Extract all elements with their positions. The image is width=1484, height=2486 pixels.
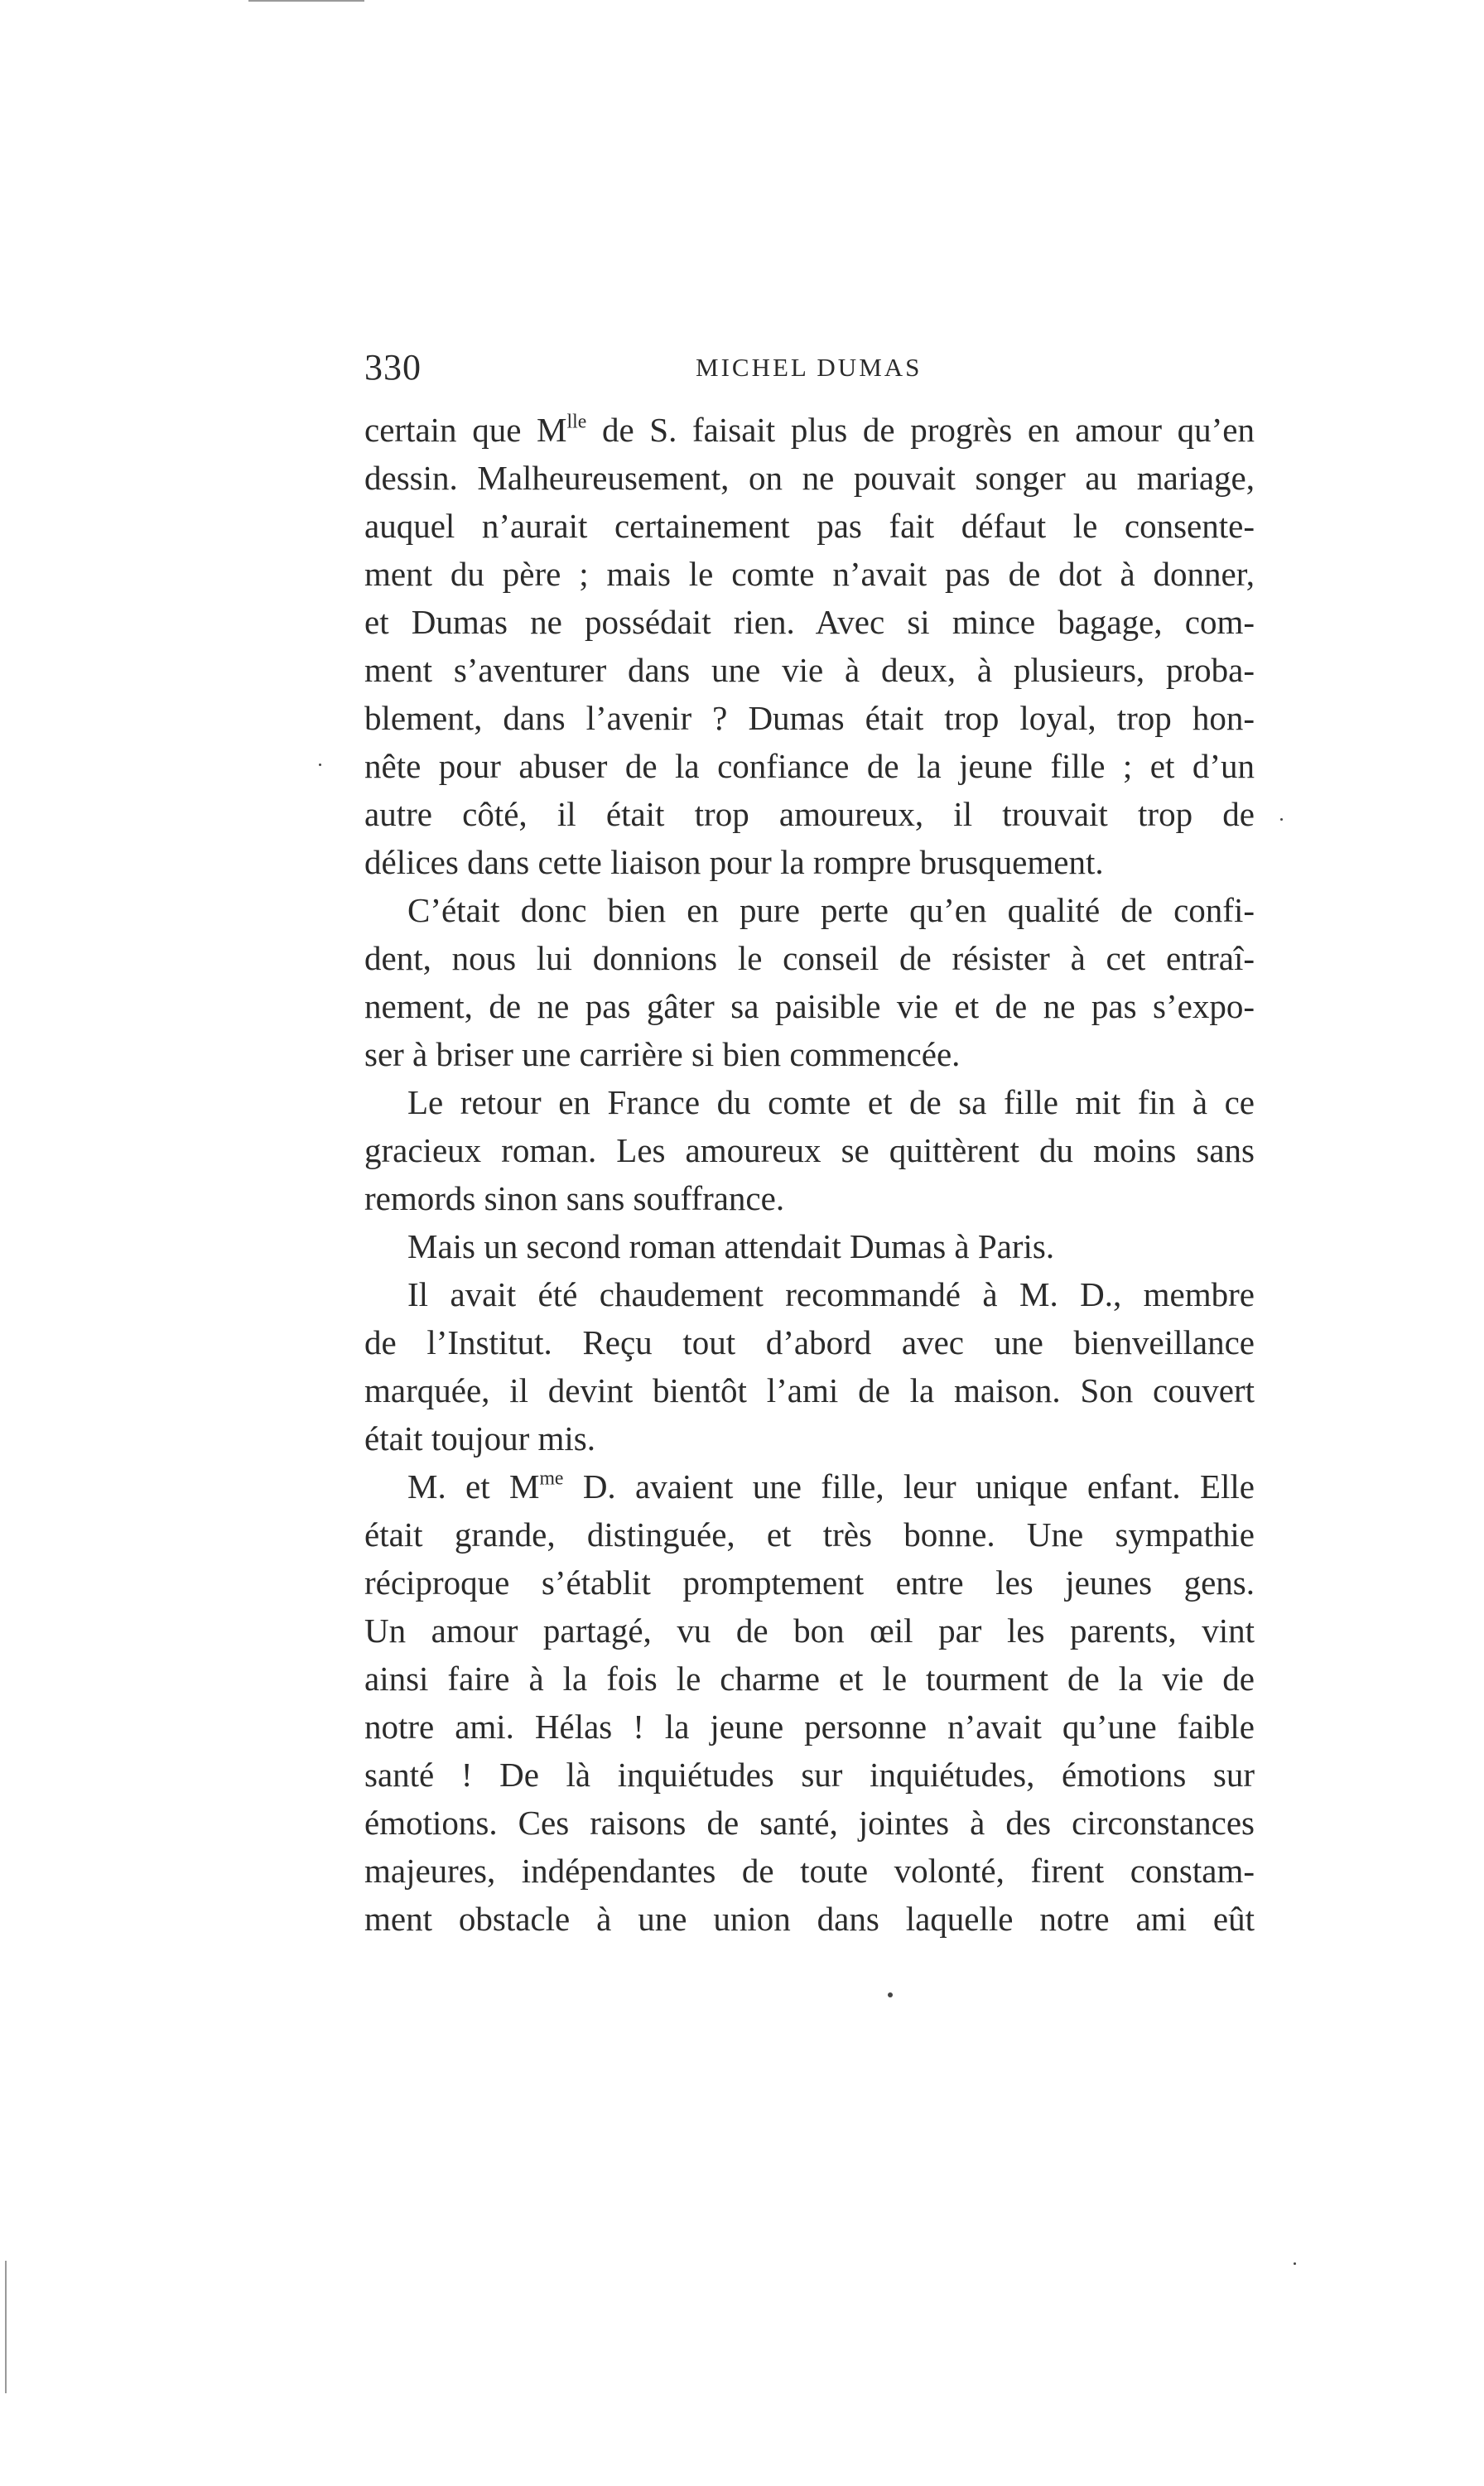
scan-speck xyxy=(888,1992,893,1997)
text-line: majeures, indépendantes de toute volonté, firent constam- xyxy=(364,1852,1255,1890)
text-line: M. et $M^{me}$ D. avaient une fille, leur unique enfant. Elle xyxy=(407,1467,1255,1506)
text-line: auquel n’aurait certainement pas fait défaut le consente- xyxy=(364,507,1255,545)
body-text xyxy=(364,406,1255,1943)
text-line: santé ! De là inquiétudes sur inquiétudes, émotions sur xyxy=(364,1756,1255,1794)
text-line: Mais un second roman attendait Dumas à Paris. xyxy=(407,1227,1055,1265)
text-line: nête pour abuser de la confiance de la jeune fille ; et d’un xyxy=(364,747,1255,785)
text-line: dessin. Malheureusement, on ne pouvait songer au mariage, xyxy=(364,459,1255,497)
text-line: et Dumas ne possédait rien. Avec si mince bagage, com- xyxy=(364,603,1255,641)
text-line: ment s’aventurer dans une vie à deux, à plusieurs, proba- xyxy=(364,651,1255,689)
text-line: ser à briser une carrière si bien commencée. xyxy=(364,1035,961,1073)
text-line: C’était donc bien en pure perte qu’en qualité de confi- xyxy=(407,891,1255,929)
superscript: lle xyxy=(566,411,587,433)
text-line: Il avait été chaudement recommandé à M. D., membre xyxy=(407,1275,1255,1313)
text-line: remords sinon sans souffrance. xyxy=(364,1179,785,1217)
text-line: ment obstacle à une union dans laquelle notre ami eût xyxy=(364,1900,1255,1938)
scan-speck xyxy=(1280,818,1283,821)
text-line: gracieux roman. Les amoureux se quittèrent du moins sans xyxy=(364,1131,1255,1169)
text-line: nement, de ne pas gâter sa paisible vie et de ne pas s’expo- xyxy=(364,987,1255,1025)
text-line: dent, nous lui donnions le conseil de résister à cet entraî- xyxy=(364,939,1255,977)
text-line: certain que $M^{lle}$ de S. faisait plus de progrès en amour qu’en xyxy=(364,411,1255,449)
text-line: Un amour partagé, vu de bon œil par les parents, vint xyxy=(364,1612,1255,1650)
text-line: de l’Institut. Reçu tout d’abord avec une bienveillance xyxy=(364,1323,1255,1361)
running-head xyxy=(364,346,1259,396)
running-title: MICHEL DUMAS xyxy=(696,353,923,382)
text-line: était toujour mis. xyxy=(364,1419,595,1457)
text-line: blement, dans l’avenir ? Dumas était trop loyal, trop hon- xyxy=(364,699,1255,737)
text-line: autre côté, il était trop amoureux, il trouvait trop de xyxy=(364,795,1255,833)
scan-edge-mark xyxy=(5,2261,7,2393)
scan-speck xyxy=(1294,2262,1296,2265)
text-line: notre ami. Hélas ! la jeune personne n’avait qu’une faible xyxy=(364,1708,1255,1746)
scan-edge-mark xyxy=(248,0,364,2)
text-line: ainsi faire à la fois le charme et le tourment de la vie de xyxy=(364,1660,1255,1698)
text-line: était grande, distinguée, et très bonne. Une sympathie xyxy=(364,1515,1255,1554)
text-line: Le retour en France du comte et de sa fille mit fin à ce xyxy=(407,1083,1255,1121)
text-line: réciproque s’établit promptement entre les jeunes gens. xyxy=(364,1563,1255,1602)
page-number: 330 xyxy=(364,347,422,388)
text-line: ment du père ; mais le comte n’avait pas de dot à donner, xyxy=(364,555,1255,593)
text-line: marquée, il devint bientôt l’ami de la maison. Son couvert xyxy=(364,1371,1255,1409)
text-line: délices dans cette liaison pour la rompre brusquement. xyxy=(364,843,1104,881)
superscript: me xyxy=(539,1467,564,1490)
text-line: émotions. Ces raisons de santé, jointes à des circonstances xyxy=(364,1804,1255,1842)
scan-speck xyxy=(319,764,321,766)
